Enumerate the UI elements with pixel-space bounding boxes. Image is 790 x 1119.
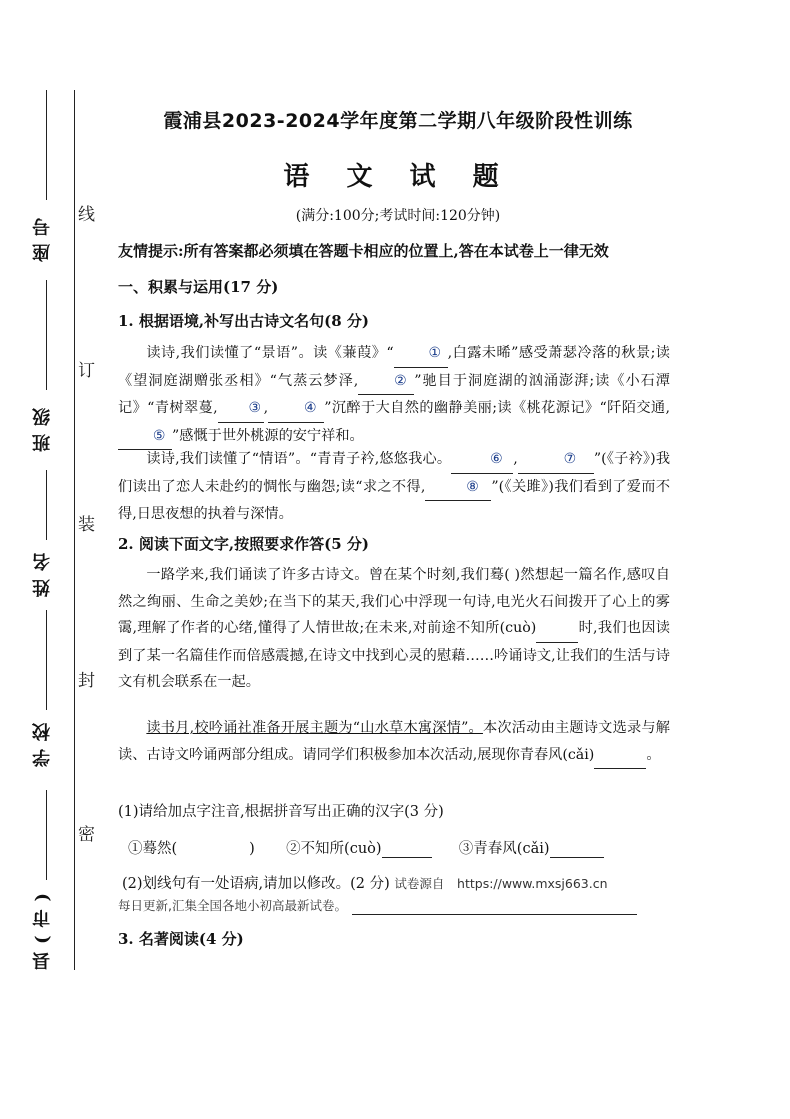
blank-7[interactable]: ⑦ xyxy=(518,446,594,474)
option-2-blank[interactable] xyxy=(382,841,432,858)
county-blank[interactable] xyxy=(46,790,47,880)
blank-2[interactable]: ② xyxy=(358,368,414,396)
revision-answer-blank[interactable] xyxy=(352,898,637,915)
q2-passage: 一路学来,我们诵读了许多古诗文。曾在某个时刻,我们蓦( )然想起一篇名作,感叹自然之绚丽、生命之美妙;在当下的某天,我们心中浮现一句诗,电光火石间拨开了心上的雾霭,理解了作者的心绪,懂得了人情世故;在未来,对前途不知所(cuò) 时,我们也因读到了某一名篇佳作而倍感震撼,在诗文中找到心灵的慰藉……吟诵诗文,让我们的生活与诗文有机会联系在一起。 xyxy=(118,567,670,690)
seat-number-label: 座号 xyxy=(32,210,53,262)
q1-paragraph-2: 读诗,我们读懂了“情语”。“青青子衿,悠悠我心。 ⑥ , ⑦ ”(《子衿》)我们读出了恋人未赴约的惆怅与幽怨;读“求之不得, ⑧ ”(《关雎》)我们看到了爱而不得,日思夜想的执着与深情。 xyxy=(118,446,670,528)
seal-char-xian: 线 xyxy=(78,205,95,225)
underlined-sentence: 读书月,校吟诵社准备开展主题为“山水草木寓深情”。 xyxy=(146,720,483,736)
school-blank[interactable] xyxy=(46,610,47,710)
option-2-label: ②不知所(cuò) xyxy=(286,841,382,857)
subject-title: 语 文 试 题 xyxy=(283,162,513,192)
seat-number-blank[interactable] xyxy=(46,90,47,200)
name-blank[interactable] xyxy=(46,470,47,540)
q1-paragraph-1: 读诗,我们读懂了“景语”。读《蒹葭》“ ① ,白露未晞”感受萧瑟冷落的秋景;读《望洞庭湖赠张丞相》“气蒸云梦泽, ② ”驰目于洞庭湖的汹涌澎湃;读《小石潭记》“青树翠蔓, ③ , ④ ”沉醉于大自然的幽静美丽;读《桃花源记》“阡陌交通,⑤ ”感慨于世外桃源的安宁祥和。 xyxy=(118,340,670,450)
sub-question-1-options: ①蓦然( ) ②不知所(cuò) ③青春风(cǎi) xyxy=(128,837,604,858)
option-1-label: ①蓦然( xyxy=(128,841,178,857)
q3-heading: 3. 名著阅读(4 分) xyxy=(118,930,244,948)
name-label: 姓名 xyxy=(32,545,53,597)
watermark-text-2: 每日更新,汇集全国各地小初高最新试卷。 xyxy=(118,898,347,913)
class-blank[interactable] xyxy=(46,280,47,390)
sub-question-2-answer-line xyxy=(118,896,637,915)
part1-heading: 一、积累与运用(17 分) xyxy=(118,278,279,296)
q1-heading: 1. 根据语境,补写出古诗文名句(8 分) xyxy=(118,312,369,330)
blank-8[interactable]: ⑧ xyxy=(425,474,491,502)
notice: 友情提示:所有答案都必须填在答题卡相应的位置上,答在本试卷上一律无效 xyxy=(118,242,609,260)
option-3-blank[interactable] xyxy=(550,841,604,858)
seal-char-zhuang: 装 xyxy=(78,515,95,535)
sub-question-2: (2)划线句有一处语病,请加以修改。(2 分) 试卷源自 https://www.mxsj663.cn xyxy=(122,876,608,892)
cuo-blank[interactable] xyxy=(536,615,578,643)
binding-line xyxy=(74,90,75,970)
q2-activity-paragraph: 读书月,校吟诵社准备开展主题为“山水草木寓深情”。本次活动由主题诗文选录与解读、古诗文吟诵两部分组成。请同学们积极参加本次活动,展现你青春风(cǎi) 。 xyxy=(118,715,670,769)
blank-1[interactable]: ① xyxy=(394,340,448,368)
cai-blank[interactable] xyxy=(594,742,646,770)
blank-5[interactable]: ⑤ xyxy=(118,423,172,451)
sub-question-1: (1)请给加点字注音,根据拼音写出正确的汉字(3 分) xyxy=(118,804,444,820)
watermark-text: 试卷源自 xyxy=(394,876,445,891)
blank-6[interactable]: ⑥ xyxy=(451,446,513,474)
class-label: 班级 xyxy=(32,400,53,452)
option-1-blank[interactable] xyxy=(177,841,249,857)
seal-char-feng: 封 xyxy=(78,671,95,691)
exam-title: 霞浦县2023-2024学年度第二学期八年级阶段性训练 xyxy=(163,110,633,132)
watermark-url[interactable]: https://www.mxsj663.cn xyxy=(457,876,608,891)
q2-heading: 2. 阅读下面文字,按照要求作答(5 分) xyxy=(118,535,369,553)
seal-char-ding: 订 xyxy=(78,361,95,381)
blank-3[interactable]: ③ xyxy=(218,395,264,423)
blank-4[interactable]: ④ xyxy=(268,395,324,423)
school-label: 学校 xyxy=(32,715,53,767)
seal-char-mi: 密 xyxy=(78,825,95,845)
county-label: 县(市) xyxy=(32,885,53,971)
option-3-label: ③青春风(cǎi) xyxy=(458,841,550,857)
score-info: (满分:100分;考试时间:120分钟) xyxy=(295,208,501,224)
